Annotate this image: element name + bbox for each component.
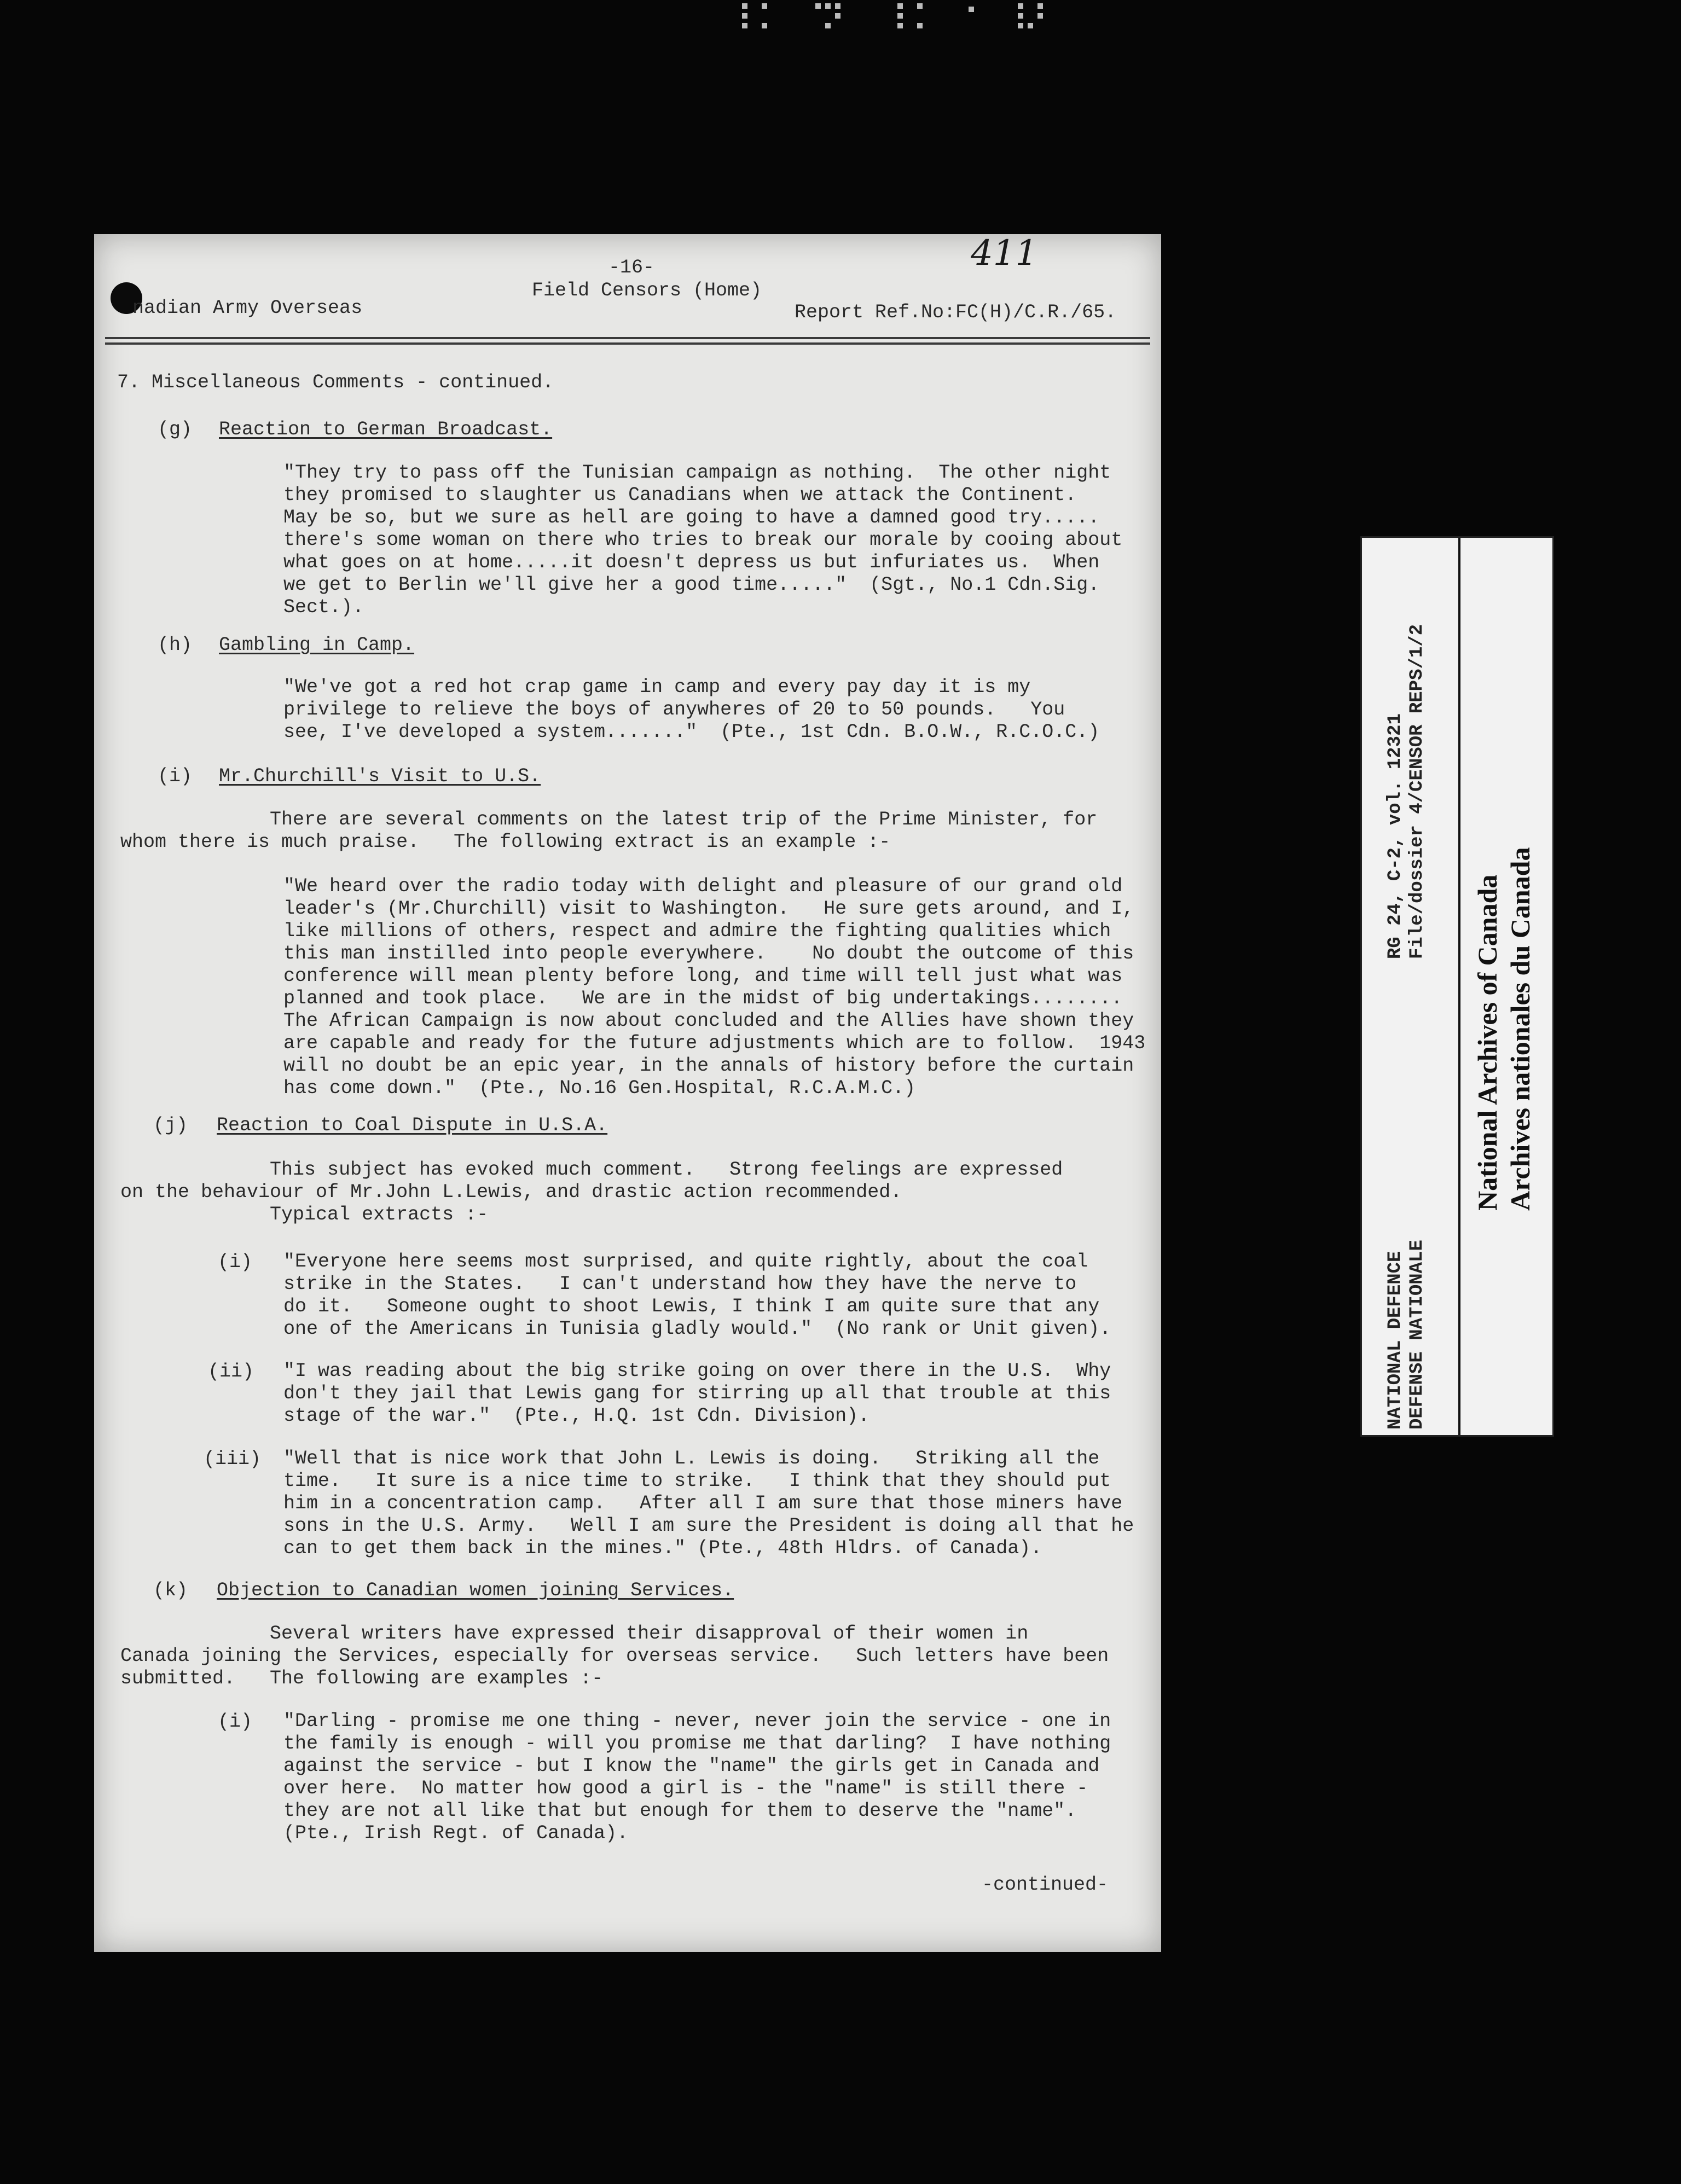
section-letter: (h)	[158, 634, 193, 656]
quoted-letter-extract: "We heard over the radio today with delight and pleasure of our grand old leader's (Mr.Churchill) visit to Washington. He sure gets around, and I, like millions of others, respect and admire the fighting qualities which this man instilled into people everywhere. No doubt the outcome of this conference will mean plenty before long, and time will tell just what was planned and took place. We are in the midst of big undertakings........ The African Campaign is now about concluded and the Allies have shown they are capable and ready for the future adjustments which are to follow. 1943 will no doubt be an epic year, in the annals of history before the curtain has come down." (Pte., No.16 Gen.Hospital, R.C.A.M.C.)	[283, 875, 1146, 1099]
extract-number: (ii)	[208, 1361, 254, 1383]
unit-name: nadian Army Overseas	[132, 297, 363, 319]
handwritten-folio-number: 411	[971, 233, 1038, 274]
section-intro: This subject has evoked much comment. Strong feelings are expressed on the behaviour of Mr.John L.Lewis, and drastic action recommended. Typical extracts :-	[120, 1159, 1063, 1225]
section-letter: (g)	[158, 419, 193, 440]
quoted-letter-extract: "Everyone here seems most surprised, and quite rightly, about the coal strike in the States. I can't understand how they have the nerve to do it. Someone ought to shoot Lewis, I think I am quite sure that any one of the Americans in Tunisia gladly would." (No rank or Unit given).	[283, 1251, 1111, 1340]
header-rule-top	[105, 337, 1150, 339]
section-title: Reaction to German Broadcast.	[219, 419, 553, 440]
extract-number: (iii)	[204, 1448, 262, 1470]
archive-label	[1360, 536, 1554, 1437]
document-page	[94, 234, 1161, 1952]
section-title: Objection to Canadian women joining Services.	[217, 1579, 734, 1601]
extract-number: (i)	[218, 1711, 253, 1733]
section-title: Mr.Churchill's Visit to U.S.	[219, 765, 541, 787]
department-fr: DEFENSE NATIONALE	[1407, 1240, 1428, 1430]
quoted-letter-extract: "I was reading about the big strike going on over there in the U.S. Why don't they jail that Lewis gang for stirring up all that trouble at this stage of the war." (Pte., H.Q. 1st Cdn. Division).	[283, 1360, 1111, 1427]
section-letter: (k)	[153, 1579, 188, 1601]
header-rule-bottom	[105, 342, 1150, 345]
label-divider	[1458, 538, 1460, 1435]
page-number: -16-	[608, 257, 655, 278]
quoted-letter-extract: "Well that is nice work that John L. Lewis is doing. Striking all the time. It sure is a nice time to strike. I think that they should put him in a concentration camp. After all I am sure that those miners have sons in the U.S. Army. Well I am sure the President is doing all that he can to get them back in the mines." (Pte., 48th Hldrs. of Canada).	[283, 1448, 1134, 1559]
report-reference: Report Ref.No:FC(H)/C.R./65.	[795, 301, 1117, 323]
quoted-letter-extract: "Darling - promise me one thing - never, never join the service - one in the family is enough - will you promise me that darling? I have nothing against the service - but I know the "name" the girls get in Canada and over here. No matter how good a girl is - the "name" is still there - they are not all like that but enough for them to deserve the "name". (Pte., Irish Regt. of Canada).	[283, 1710, 1111, 1844]
scan-frame-marks	[733, 0, 1083, 38]
section-title: Reaction to Coal Dispute in U.S.A.	[217, 1114, 608, 1136]
continued-footer: -continued-	[982, 1874, 1109, 1896]
extract-number: (i)	[218, 1251, 253, 1273]
archives-name-fr: Archives nationales du Canada	[1505, 847, 1535, 1211]
file-reference: File/dossier 4/CENSOR REPS/1/2	[1407, 624, 1428, 959]
department-en: NATIONAL DEFENCE	[1385, 1251, 1406, 1430]
section-intro: Several writers have expressed their disapproval of their women in Canada joining the Services, especially for overseas service. Such letters have been submitted. The following are examples :-	[120, 1623, 1109, 1689]
section-intro: There are several comments on the latest trip of the Prime Minister, for whom there is much praise. The following extract is an example :-	[120, 809, 1098, 853]
quoted-letter-extract: "We've got a red hot crap game in camp and every pay day it is my privilege to relieve the boys of anywheres of 20 to 50 pounds. You see, I've developed a system......." (Pte., 1st Cdn. B.O.W., R.C.O.C.)	[283, 676, 1100, 743]
section-title: Gambling in Camp.	[219, 634, 415, 656]
section-heading: Field Censors (Home)	[532, 280, 762, 301]
archives-name-en: National Archives of Canada	[1472, 874, 1503, 1211]
section-letter: (j)	[153, 1114, 188, 1136]
section-letter: (i)	[158, 765, 193, 787]
quoted-letter-extract: "They try to pass off the Tunisian campaign as nothing. The other night they promised to slaughter us Canadians when we attack the Continent. May be so, but we sure as hell are going to have a damned good try..... there's some woman on there who tries to break our morale by cooing about what goes on at home.....it doesn't depress us but infuriates us. When we get to Berlin we'll give her a good time....." (Sgt., No.1 Cdn.Sig. Sect.).	[283, 462, 1123, 618]
record-group-reference: RG 24, C-2, vol. 12321	[1385, 713, 1406, 959]
main-heading: 7. Miscellaneous Comments - continued.	[117, 371, 554, 393]
